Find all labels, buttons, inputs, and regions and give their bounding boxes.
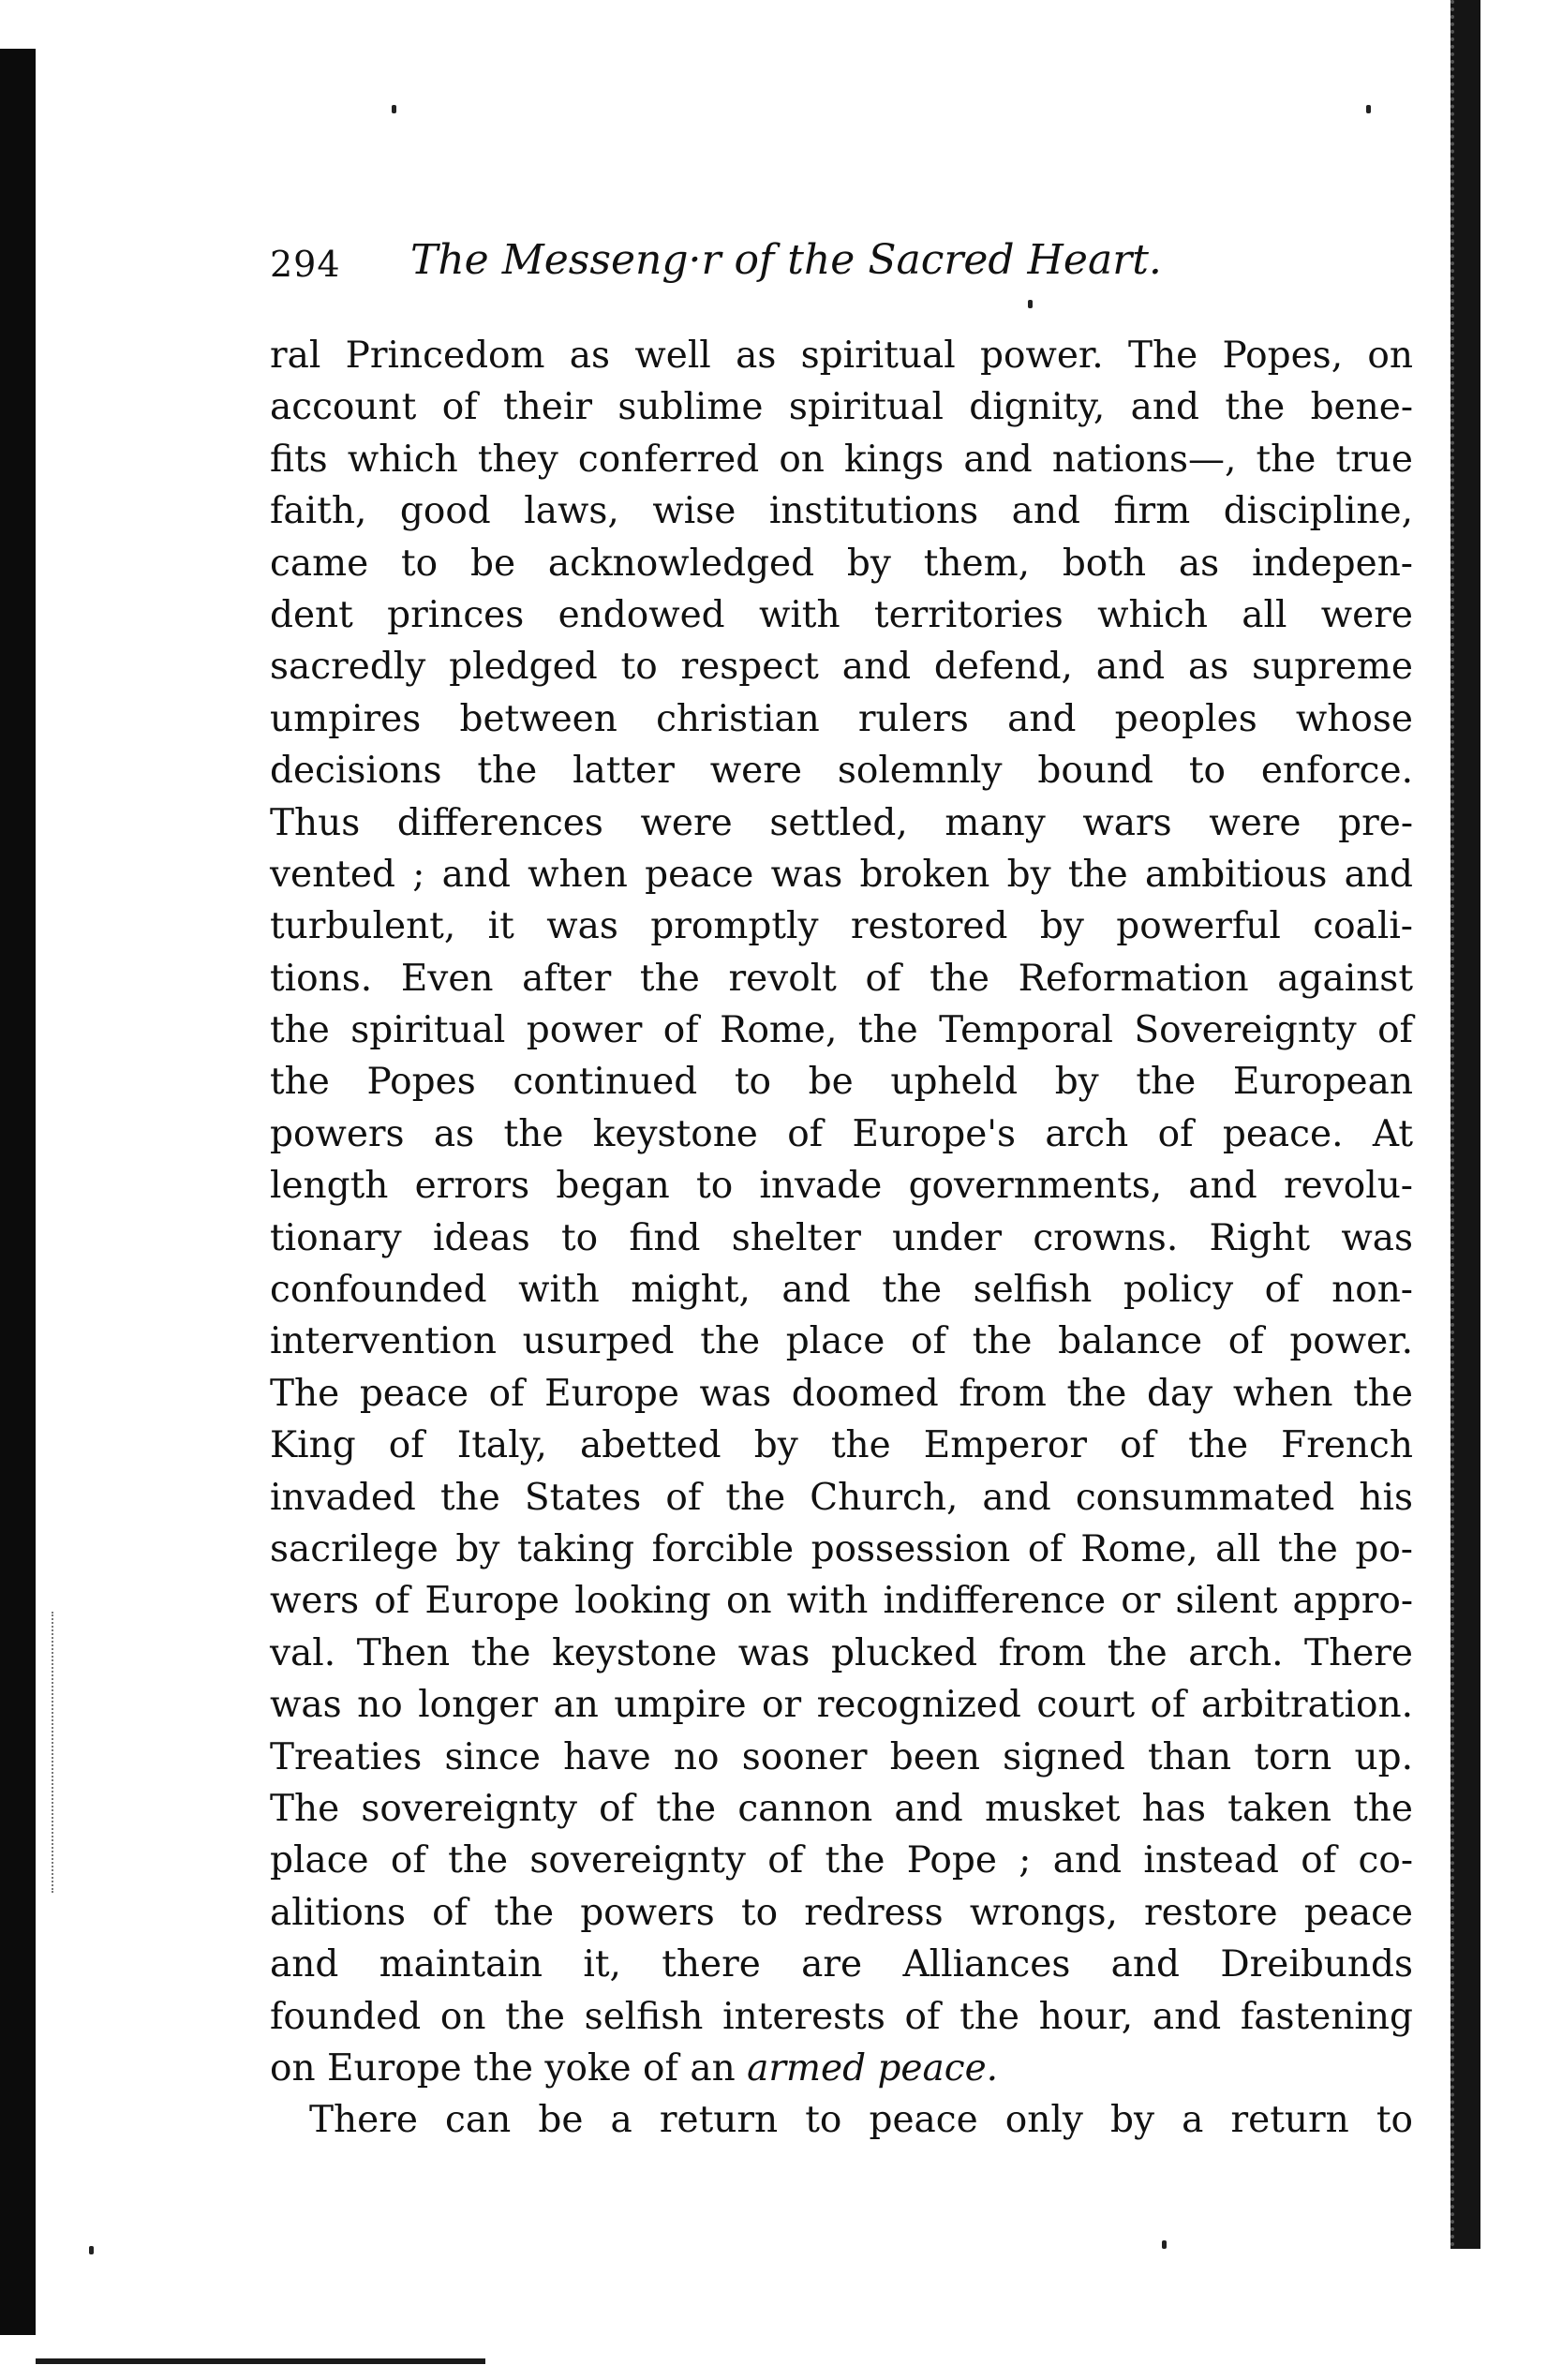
page-title: The Messeng·r of the Sacred Heart. — [410, 236, 1162, 284]
text-line: faith, good laws, wise institutions and firm discipline, — [270, 490, 1413, 533]
text-line: vented ; and when peace was broken by the ambitious and — [270, 853, 1413, 896]
binding-edge-shadow — [0, 49, 36, 2335]
text-line: sacredly pledged to respect and defend, and as supreme — [270, 646, 1413, 689]
text-line: account of their sublime spiritual dignity, and the bene- — [270, 386, 1413, 429]
text-line: place of the sovereignty of the Pope ; and instead of co- — [270, 1839, 1413, 1882]
paragraph-closing-line — [270, 2043, 1413, 2094]
text-line: the spiritual power of Rome, the Temporal Sovereignty of — [270, 1009, 1413, 1052]
text-line: dent princes endowed with territories which all were — [270, 593, 1413, 636]
text-line: wers of Europe looking on with indifference or silent appro- — [270, 1580, 1413, 1623]
text-line: tionary ideas to find shelter under crowns. Right was — [270, 1216, 1413, 1259]
text-line: The peace of Europe was doomed from the day when the — [270, 1372, 1413, 1415]
text-line: sacrilege by taking forcible possession of Rome, all the po- — [270, 1527, 1413, 1570]
text-line: the Popes continued to be upheld by the European — [270, 1061, 1413, 1104]
text-line: The sovereignty of the cannon and musket has taken the — [270, 1787, 1413, 1830]
text-line: was no longer an umpire or recognized court of arbitration. — [270, 1684, 1413, 1727]
ink-speck — [89, 2246, 94, 2254]
text-line: King of Italy, abetted by the Emperor of the French — [270, 1424, 1413, 1467]
body-text — [270, 330, 1413, 2147]
text-line: alitions of the powers to redress wrongs, restore peace — [270, 1891, 1413, 1934]
text-line: powers as the keystone of Europe's arch of peace. At — [270, 1112, 1413, 1155]
text-line: decisions the latter were solemnly bound to enforce. — [270, 750, 1413, 793]
ink-speck — [392, 105, 396, 113]
text-line: intervention usurped the place of the balance of power. — [270, 1320, 1413, 1363]
text-line: umpires between christian rulers and peoples whose — [270, 697, 1413, 740]
closing-line-text: on Europe the yoke of an — [270, 2046, 748, 2090]
text-line: fits which they conferred on kings and nations—, the true — [270, 438, 1413, 481]
page-edge-shadow — [1450, 0, 1480, 2249]
ink-speck — [1162, 2240, 1167, 2249]
text-line: length errors began to invade governments, and revolu- — [270, 1165, 1413, 1208]
bottom-rule — [36, 2358, 485, 2364]
text-line: tions. Even after the revolt of the Reformation against — [270, 957, 1413, 1000]
text-line: ral Princedom as well as spiritual power. The Popes, on — [270, 335, 1413, 377]
text-line: invaded the States of the Church, and consummated his — [270, 1476, 1413, 1519]
text-line: Thus differences were settled, many wars were pre- — [270, 801, 1413, 844]
running-header — [270, 234, 1347, 300]
ink-speck — [1366, 105, 1371, 113]
text-line: val. Then the keystone was plucked from the arch. There — [270, 1631, 1413, 1674]
margin-dotted-line — [52, 1612, 53, 1893]
next-paragraph-line: There can be a return to peace only by a return to — [309, 2099, 1413, 2142]
text-line: and maintain it, there are Alliances and Dreibunds — [270, 1943, 1413, 1986]
text-line: turbulent, it was promptly restored by powerful coali- — [270, 905, 1413, 948]
text-line: confounded with might, and the selfish policy of non- — [270, 1269, 1413, 1312]
text-line: came to be acknowledged by them, both as indepen- — [270, 542, 1413, 585]
page-number: 294 — [270, 244, 341, 285]
ink-speck — [1028, 300, 1033, 308]
emphasized-phrase: armed peace. — [747, 2046, 999, 2090]
text-line: Treaties since have no sooner been signed than torn up. — [270, 1735, 1413, 1778]
text-line: founded on the selfish interests of the hour, and fastening — [270, 1995, 1413, 2038]
